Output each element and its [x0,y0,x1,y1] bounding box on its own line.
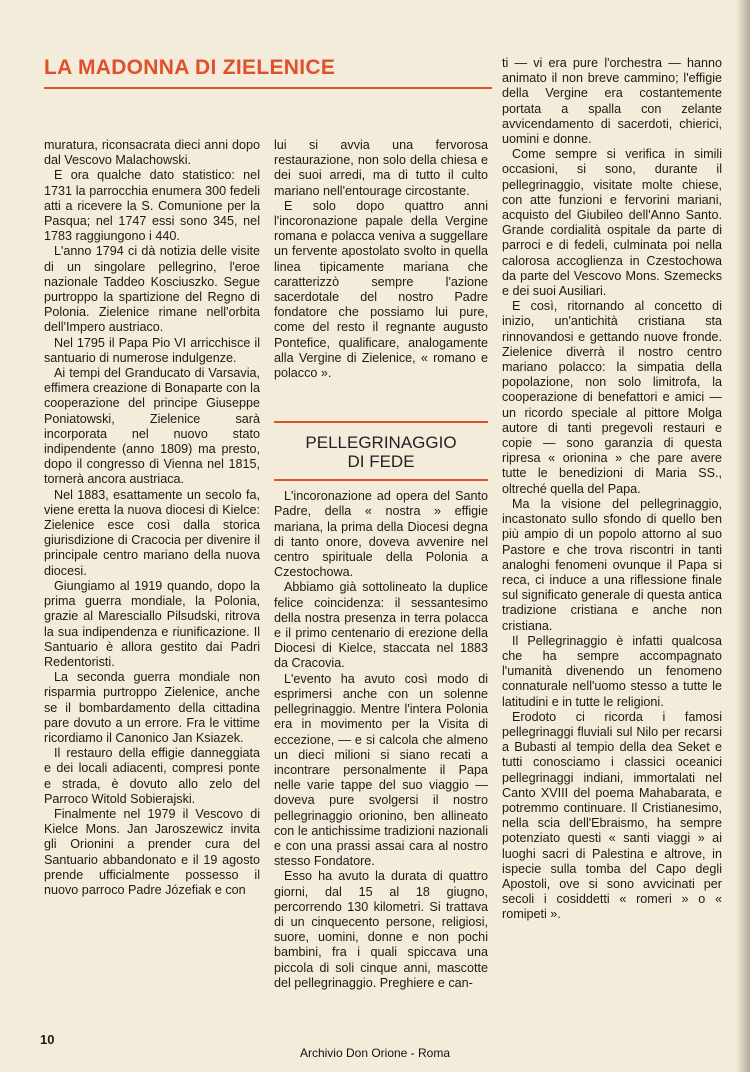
paragraph: Abbiamo già sottolineato la duplice felice coincidenza: il sessantesimo della nostra presenza in terra polacca e il primo centenario di erezione della Diocesi di Kielce, staccata nel 1883 da Cracovia. [274,580,488,671]
paragraph: L'anno 1794 ci dà notizia delle visite di un singolare pellegrino, l'eroe nazionale Taddeo Kosciuszko. Segue purtroppo la spartizione del Regno di Polonia. Zielenice rimane nell'orbita dell'Impero austriaco. [44,244,260,335]
paragraph: Ma la visione del pellegrinaggio, incastonato sullo sfondo di quello ben più ampio di un popolo attorno al suo Pastore e che trova riscontri in tanti analoghi fenomeni ovunque il Papa si reca, ci induce a una riflessione finale sul significato generale di questa antica tradizione cristiana e anche non cristiana. [502,496,722,633]
page-number: 10 [40,1032,55,1047]
article-title: LA MADONNA DI ZIELENICE [44,56,336,79]
paragraph: E ora qualche dato statistico: nel 1731 la parrocchia enumera 300 fedeli atti a ricevere la S. Comunione per la Pasqua; nel 1747 essi sono 345, nel 1783 raggiungono i 440. [44,168,260,244]
paragraph: Il restauro della effigie danneggiata e dei locali adiacenti, compresi ponte e strada, è dovuto allo zelo del Parroco Witold Sobierajski. [44,746,260,806]
text-column-3 [502,56,722,923]
archive-footer: Archivio Don Orione - Roma [299,1046,451,1060]
page-edge-shadow [736,0,750,1072]
section-heading-box [274,421,488,481]
section-heading-line-2: DI FEDE [347,452,415,472]
paragraph: Ai tempi del Granducato di Varsavia, effimera creazione di Bonaparte con la cooperazione del principe Giuseppe Poniatowski, Zielenice sarà incorporata nel nuovo stato indipendente (anno 1809) ma presto, dopo il congresso di Vienna nel 1815, tornerà ancora austriaca. [44,366,260,487]
paragraph: Esso ha avuto la durata di quattro giorni, dal 15 al 18 giugno, percorrendo 130 kilometri. Si trattava di un cinquecento persone, religiosi, suore, uomini, donne e non pochi bambini, fra i quali spiccava una piccola di soli cinque anni, mascotte del pellegrinaggio. Preghiere e can- [274,869,488,990]
paragraph: Nel 1795 il Papa Pio VI arricchisce il santuario di numerose indulgenze. [44,335,260,365]
section-heading-line-1: PELLEGRINAGGIO [305,433,457,453]
title-rule [44,87,492,89]
paragraph: lui si avvia una fervorosa restaurazione, non solo della chiesa e dei suoi arredi, ma di tutto il culto mariano nell'entourage circostante. [274,138,488,198]
paragraph: Giungiamo al 1919 quando, dopo la prima guerra mondiale, la Polonia, grazie al Maresciallo Pilsudski, ritrova la sua indipendenza e riunificazione. Il Santuario è allora gestito dai Padri Redentoristi. [44,578,260,669]
text-column-1 [44,138,260,898]
paragraph: Nel 1883, esattamente un secolo fa, viene eretta la nuova diocesi di Kielce: Zielenice esce così dalla storica giurisdizione di Cracocia per divenire il principale centro mariano della nuova diocesi. [44,487,260,578]
paragraph: La seconda guerra mondiale non risparmia purtroppo Zielenice, anche se il bombardamento della cittadina pare dovuto a un errore. Fra le vittime ricordiamo il Canonico Jan Ksiazek. [44,670,260,745]
paragraph: L'incoronazione ad opera del Santo Padre, della « nostra » effigie mariana, la prima della Diocesi degna di tanto onore, doveva avvenire nel centro spirituale della Polonia a Czestochowa. [274,489,488,580]
paragraph: E solo dopo quattro anni l'incoronazione papale della Vergine romana e polacca veniva a suggellare un fervente apostolato svolto in quella linea tipicamente mariana che caratterizzò sempre l'azione sacerdotale del nostro Padre fondatore che possiamo lui pure, come del resto il regnante augusto Pontefice, qualificare, analogamente alla Vergine di Zielenice, « romano e polacco ». [274,198,488,381]
paragraph: E così, ritornando al concetto di inizio, un'antichità cristiana sta rinnovandosi e gettando nuove fronde. Zielenice diverrà il nostro centro mariano polacco: la simpatia della popolazione, non solo limitrofa, la cooperazione di benefattori e amici — un ricordo speciale al pittore Molga autore di tanti pregevoli restauri e copie — sono garanzia di questa ripresa « orionina » che pare avere tutte le benedizioni di Maria SS., oltreché quella del Papa. [502,299,722,496]
paragraph: ti — vi era pure l'orchestra — hanno animato il non breve cammino; l'effigie della Vergine era costantemente portata a spalla con zelante avvicendamento di sacerdoti, chierici, uomini e donne. [502,56,722,147]
paragraph: muratura, riconsacrata dieci anni dopo dal Vescovo Malachowski. [44,138,260,168]
paragraph: Finalmente nel 1979 il Vescovo di Kielce Mons. Jan Jaroszewicz invita gli Orionini a prender cura del Santuario abbandonato e il 19 agosto prende ufficialmente possesso il nuovo parroco Padre Józefiak e con [44,806,260,897]
paragraph: L'evento ha avuto così modo di esprimersi anche con un solenne pellegrinaggio. Mentre l'intera Polonia era in movimento per la Visita di eccezione, — e si calcola che almeno un dieci milioni si siano recati a incontrare personalmente il Papa nelle varie tappe del suo viaggio — doveva pure svolgersi il nostro pellegrinaggio orionino, ben allineato con le antichissime tradizioni nazionali e con una prassi assai cara al nostro stesso Fondatore. [274,671,488,869]
text-column-2 [274,138,488,991]
paragraph: Il Pellegrinaggio è infatti qualcosa che ha sempre accompagnato l'umanità divenendo un fenomeno connaturale nell'uomo stesso a tutte le latitudini e in tutte le religioni. [502,633,722,709]
paragraph: Come sempre si verifica in simili occasioni, si sono, durante il pellegrinaggio, visitate molte chiese, con atte funzioni e fervorini mariani, acquisto del Giubileo dell'Anno Santo. Grande cordialità ospitale da parte di parroci e di fedeli, culminata poi nella calorosa accoglienza in Czestochowa da parte del Vescovo Mons. Szemecks e dei suoi Ausiliari. [502,147,722,299]
paragraph: Erodoto ci ricorda i famosi pellegrinaggi fluviali sul Nilo per recarsi a Bubasti al tempio della dea Seket e tutti conosciamo i classici oceanici pellegrinaggi indiani, immortalati nel Canto XVIII del poema Mahabarata, e potremmo continuare. Il Cristianesimo, nella scia dell'Ebraismo, ha sempre potenziato questi « santi viaggi » ai luoghi sacri di Palestina e altrove, in ispecie sulla tomba del Capo degli Apostoli, ove si sono avvicinati per secoli i cosiddetti « romeri » o « romipeti ». [502,709,722,922]
